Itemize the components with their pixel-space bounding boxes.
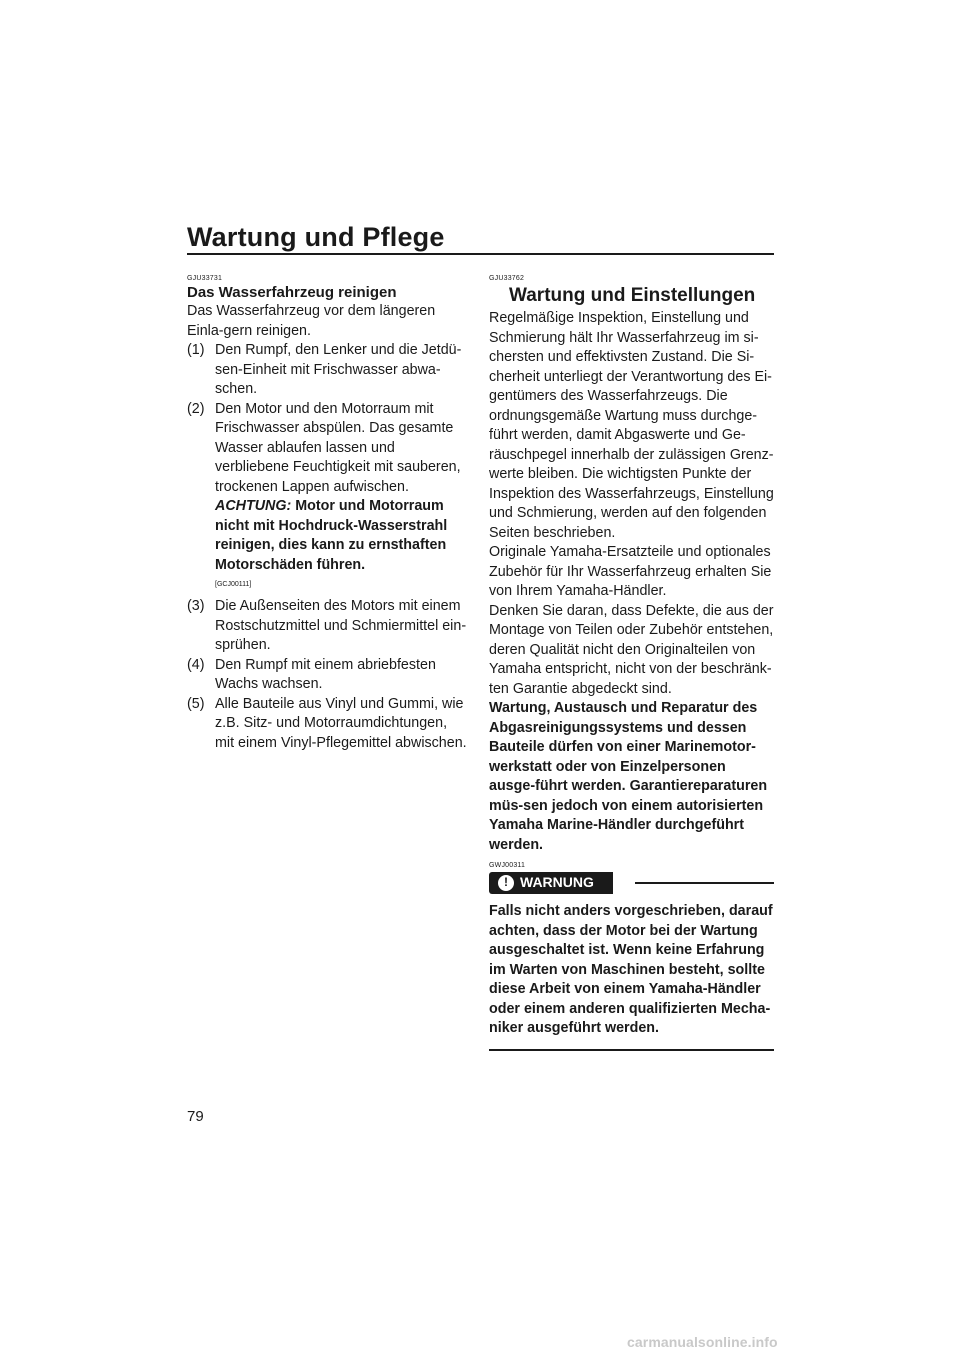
step-number: (2) [187, 400, 205, 417]
section-heading: Das Wasserfahrzeug reinigen [187, 284, 397, 301]
title-rule [187, 253, 774, 255]
page-number: 79 [187, 1108, 204, 1125]
step-item [187, 656, 467, 695]
caution-ref: [GCJ00111] [215, 581, 252, 588]
warning-badge [489, 872, 613, 894]
warning-text: Falls nicht anders vorgeschrieben, darauf achten, dass der Motor bei der Wartung ausgeschaltet ist. Wenn keine Erfahrung im Warten von Maschinen besteht, sollte diese Arbeit von einem Yamaha-Händler oder einem anderen qualifizierten Mecha-niker ausgeführt werden. [489, 903, 773, 1036]
section-code: GJU33731 [187, 275, 223, 282]
caution-text: Motor und Motorraum nicht mit Hochdruck-Wasserstrahl reinigen, dies kann zu ernsthaften Motorschäden führen. [215, 498, 448, 573]
paragraph: Originale Yamaha-Ersatzteile und optionales Zubehör für Ihr Wasserfahrzeug erhalten Sie von Ihrem Yamaha-Händler. [489, 544, 772, 599]
section-code: GJU33762 [489, 275, 525, 282]
warning-code: GWJ00311 [489, 862, 526, 869]
warning-header [489, 872, 774, 896]
step-number: (5) [187, 695, 205, 712]
step-text: Alle Bauteile aus Vinyl und Gummi, wie z.B. Sitz- und Motorraumdichtungen, mit einem Vinyl-Pflegemittel abwischen. [215, 695, 467, 751]
warning-bottom-rule [489, 1049, 774, 1051]
step-text: Den Rumpf, den Lenker und die Jetdü-sen-Einheit mit Frischwasser abwa-schen. [215, 342, 462, 397]
section-heading: Wartung und Einstellungen [509, 285, 756, 306]
cleaning-steps [187, 341, 467, 753]
warning-box [489, 861, 774, 1051]
warning-label: WARNUNG [520, 874, 594, 891]
step-item [187, 400, 467, 590]
warning-icon: ! [498, 875, 514, 891]
step-number: (1) [187, 342, 205, 358]
paragraph-bold: Wartung, Austausch und Reparatur des Abgasreinigungssystems und dessen Bauteile dürfen von einer Marinemotor-werkstatt oder von Einzelpersonen ausge-führt werden. Garantiereparaturen müs-sen jedoch von einem autorisierten Yamaha Marine-Händler durchgeführt werden. [489, 700, 768, 853]
step-text: Den Rumpf mit einem abriebfesten Wachs wachsen. [215, 656, 436, 692]
paragraph: Denken Sie daran, dass Defekte, die aus der Montage von Teilen oder Zubehör entstehen, deren Qualität nicht den Originalteilen von Yamaha entspricht, nicht von der beschränk-ten Garantie abgedeckt sind. [489, 602, 774, 697]
paragraph: Regelmäßige Inspektion, Einstellung und Schmierung hält Ihr Wasserfahrzeug im si-chersten und effektivsten Zustand. Die Si-cherheit unterliegt der Verantwortung des Ei-gentümers des Wasserfahrzeugs. Die ordnungsgemäße Wartung muss durchge-führt werden, damit Abgaswerte und Ge-räuschpegel innerhalb der zulässigen Grenz-werte bleiben. Die wichtigsten Punkte der Inspektion des Wasserfahrzeugs, Einstellung und Schmierung, werden auf den folgenden Seiten beschrieben. [489, 310, 774, 541]
page-title: Wartung und Pflege [187, 222, 445, 252]
watermark: carmanualsonline.info [627, 1334, 778, 1350]
left-column [187, 272, 467, 753]
intro-text: Das Wasserfahrzeug vor dem längeren Einla-gern reinigen. [187, 303, 436, 339]
step-number: (4) [187, 656, 205, 673]
right-column [489, 272, 774, 1051]
step-text: Den Motor und den Motorraum mit Frischwasser abspülen. Das gesamte Wasser ablaufen lassen und verbliebene Feuchtigkeit mit sauberen, trockenen Lappen aufwischen. [215, 400, 461, 495]
step-item [187, 597, 467, 656]
step-text: Die Außenseiten des Motors mit einem Rostschutzmittel und Schmiermittel ein-sprühen. [215, 598, 467, 653]
warning-rule [635, 882, 774, 884]
caution-label: ACHTUNG: [215, 498, 292, 514]
step-item [187, 341, 467, 400]
step-item [187, 695, 467, 754]
step-number: (3) [187, 598, 205, 614]
